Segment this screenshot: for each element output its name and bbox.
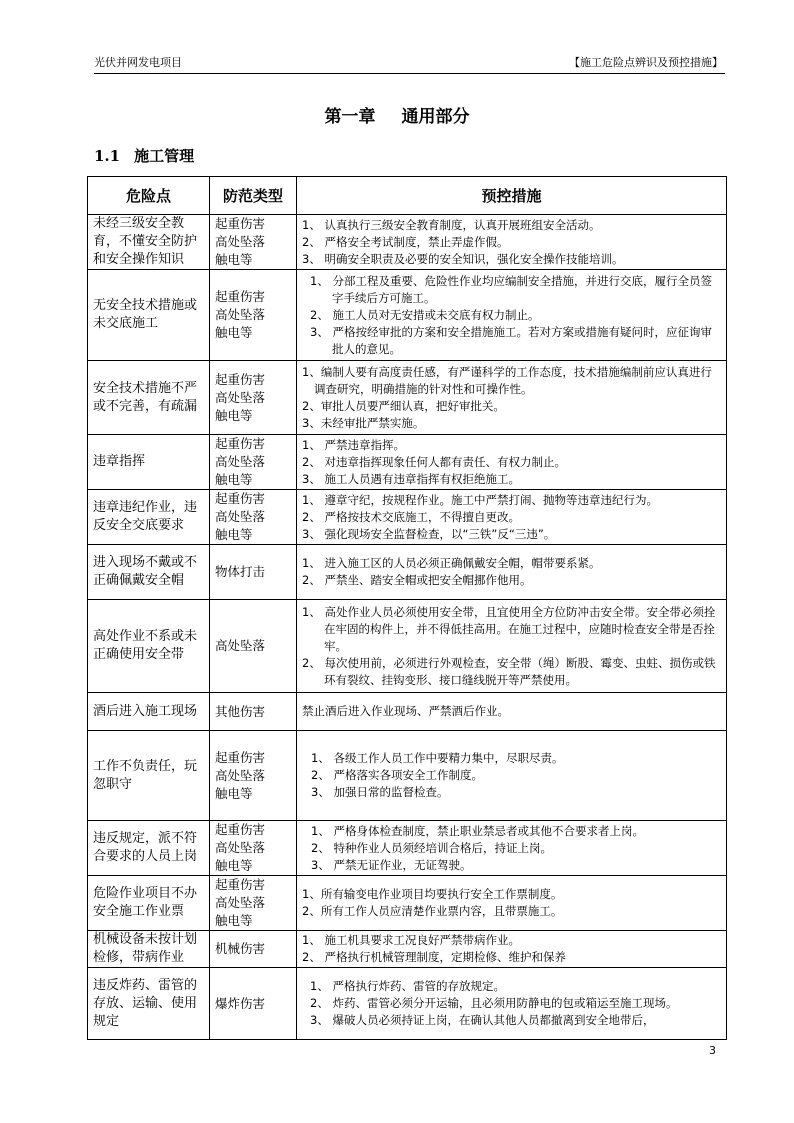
measures-cell [297,821,727,876]
chapter-number: 第一章 [324,107,376,127]
measure-item: 1、 各级工作人员工作中要精力集中，尽职尽责。 [311,751,564,765]
prevention-type: 物体打击 [215,564,266,579]
measures-cell [297,876,727,931]
measure-item: 1、 分部工程及重要、危险性作业均应编制安全措施，并进行交底，履行全员签字手续后方可施工。 [310,273,712,305]
table-row [88,876,727,931]
prevention-type: 高处坠落 [215,767,266,783]
measure-item: 1、 严格执行炸药、雷管的存放规定。 [310,979,505,993]
measure-item: 1、编制人要有高度责任感，有严谨科学的工作态度，技术措施编制前应认真进行调查研究，明确措施的针对性和可操作性。 [302,364,712,396]
measure-item: 2、 严格落实各项安全工作制度。 [311,768,483,782]
prevention-type: 高处坠落 [215,840,266,855]
page-number: 3 [709,1044,716,1057]
chapter-title: 通用部分 [401,107,470,127]
section-heading [94,145,194,166]
prevention-type-cell [210,270,297,361]
header-hazard: 危险点 [88,177,210,215]
prevention-type: 机械伤害 [215,941,266,956]
measures-cell [297,931,727,968]
measure-item: 2、 施工人员对无安措或未交底有权力制止。 [310,307,540,322]
hazard-cell: 违章指挥 [88,435,210,490]
prevention-type-cell [210,876,297,931]
header-control-measures: 预控措施 [297,177,727,215]
prevention-type-cell [210,693,297,731]
measure-item: 2、 严格执行机械管理制度，定期检修、维护和保养 [302,950,566,964]
prevention-type: 高处坠落 [215,509,266,524]
prevention-type-cell [210,490,297,545]
hazard-control-table [87,176,727,1040]
prevention-type: 起重伤害 [215,877,266,892]
hazard-cell: 酒后进入施工现场 [88,693,210,731]
hazard-cell: 违反炸药、雷管的存放、运输、使用规定 [88,968,210,1040]
measure-item: 2、 对违章指挥现象任何人都有责任、有权力制止。 [302,454,566,469]
table-row [88,931,727,968]
measure-item: 2、 严格安全考试制度，禁止弄虚作假。 [302,234,509,249]
measures-cell [297,270,727,361]
table-row [88,600,727,693]
prevention-type: 触电等 [215,252,253,267]
table-row [88,545,727,600]
measure-item: 1、 认真执行三级安全教育制度，认真开展班组安全活动。 [302,217,601,232]
prevention-type: 触电等 [215,325,253,340]
prevention-type: 起重伤害 [215,436,266,451]
prevention-type: 起重伤害 [215,822,266,837]
prevention-type-cell [210,821,297,876]
measures-cell [297,600,727,693]
page-header [94,55,725,74]
prevention-type: 高处坠落 [215,234,266,249]
table-row [88,215,727,270]
prevention-type: 起重伤害 [215,289,266,304]
prevention-type-cell [210,435,297,490]
measure-item: 禁止酒后进入作业现场、严禁酒后作业。 [302,704,509,718]
table-row [88,821,727,876]
table-row [88,361,727,435]
measures-cell [297,731,727,821]
hazard-cell: 安全技术措施不严或不完善，有疏漏 [88,361,210,435]
prevention-type: 起重伤害 [215,216,266,231]
prevention-type-cell [210,600,297,693]
measure-item: 1、 严禁违章指挥。 [302,437,405,452]
measure-item: 3、 加强日常的监督检查。 [311,785,449,799]
prevention-type: 触电等 [215,858,253,873]
measures-cell [297,435,727,490]
prevention-type: 起重伤害 [215,371,266,387]
section-number: 1.1 [94,147,121,165]
prevention-type: 触电等 [215,472,253,487]
header-document-title: 【施工危险点辨识及预控措施】 [569,56,723,69]
hazard-cell: 危险作业项目不办安全施工作业票 [88,876,210,931]
measure-item: 1、 高处作业人员必须使用安全带，且宜使用全方位防冲击安全带。安全带必须拴在牢固的构件上，并不得低挂高用。在施工过程中，应随时检查安全带是否拴牢。 [302,604,716,653]
measure-item: 1、 严格身体检查制度，禁止职业禁忌者或其他不合要求者上岗。 [311,823,644,838]
measures-cell [297,215,727,270]
prevention-type: 触电等 [215,785,253,801]
measure-item: 2、 特种作业人员须经培训合格后，持证上岗。 [311,840,552,855]
prevention-type: 起重伤害 [215,491,266,506]
hazard-cell: 高处作业不系或未正确使用安全带 [88,600,210,693]
hazard-cell: 无安全技术措施或未交底施工 [88,270,210,361]
measure-item: 3、 爆破人员必须持证上岗，在确认其他人员都撤离到安全地带后， [310,1013,655,1027]
measure-item: 3、 强化现场安全监督检查，以“三铁”反“三违”。 [302,526,556,541]
prevention-type: 高处坠落 [215,389,266,405]
measure-item: 3、 严格按经审批的方案和安全措施施工。若对方案或措施有疑问时，应征询审批人的意见。 [310,324,712,356]
chapter-heading [0,102,794,127]
prevention-type-cell [210,931,297,968]
measure-item: 1、 施工机具要求工况良好严禁带病作业。 [302,933,520,947]
hazard-cell: 违章违纪作业，违反安全交底要求 [88,490,210,545]
measure-item: 3、未经审批严禁实施。 [302,415,425,430]
prevention-type-cell [210,361,297,435]
table-row [88,270,727,361]
measure-item: 2、所有工作人员应清楚作业票内容，且带票施工。 [302,904,563,918]
prevention-type: 高处坠落 [215,895,266,910]
section-title: 施工管理 [134,147,195,165]
table-row [88,968,727,1040]
measure-item: 3、 明确安全职责及必要的安全知识，强化安全操作技能培训。 [302,251,624,266]
measures-cell [297,361,727,435]
prevention-type: 触电等 [215,913,253,928]
hazard-cell: 未经三级安全教育，不懂安全防护和安全操作知识 [88,215,210,270]
prevention-type: 高处坠落 [215,307,266,322]
measures-cell [297,490,727,545]
measure-item: 1、所有输变电作业项目均要执行安全工作票制度。 [302,887,563,901]
measure-item: 2、 炸药、雷管必须分开运输，且必须用防静电的包或箱运至施工现场。 [310,996,678,1010]
header-project-name: 光伏并网发电项目 [94,56,182,69]
measures-cell [297,968,727,1040]
prevention-type: 爆炸伤害 [215,995,266,1011]
prevention-type: 高处坠落 [215,638,266,653]
table-row [88,731,727,821]
measure-item: 1、 进入施工区的人员必须正确佩戴安全帽，帽带要系紧。 [302,556,601,570]
measures-cell [297,693,727,731]
table-row [88,490,727,545]
measure-item: 3、 施工人员遇有违章指挥有权拒绝施工。 [302,471,520,486]
hazard-cell: 机械设备未按计划检修，带病作业 [88,931,210,968]
measure-item: 2、 每次使用前，必须进行外观检查，安全带（绳）断股、霉变、虫蛀、损伤或铁环有裂纹、挂钩变形、接口缝线脱开等严禁使用。 [302,655,716,687]
prevention-type-cell [210,545,297,600]
table-row [88,435,727,490]
prevention-type: 触电等 [215,407,253,423]
prevention-type: 其他伤害 [215,703,266,719]
hazard-cell: 违反规定，派不符合要求的人员上岗 [88,821,210,876]
measure-item: 2、 严禁坐、踏安全帽或把安全帽挪作他用。 [302,573,532,587]
header-prevention-type: 防范类型 [210,177,297,215]
hazard-cell: 进入现场不戴或不正确佩戴安全帽 [88,545,210,600]
prevention-type: 触电等 [215,527,253,542]
measure-item: 2、审批人员要严细认真，把好审批关。 [302,398,505,413]
prevention-type: 高处坠落 [215,454,266,469]
measure-item: 2、 严格按技术交底施工，不得擅自更改。 [302,509,520,524]
measure-item: 3、 严禁无证作业，无证驾驶。 [311,857,472,872]
prevention-type-cell [210,731,297,821]
hazard-cell: 工作不负责任，玩忽职守 [88,731,210,821]
prevention-type-cell [210,968,297,1040]
measures-cell [297,545,727,600]
prevention-type: 起重伤害 [215,749,266,765]
prevention-type-cell [210,215,297,270]
measure-item: 1、 遵章守纪，按规程作业。施工中严禁打闹、抛物等违章违纪行为。 [302,492,658,507]
table-header-row [88,177,727,215]
table-row [88,693,727,731]
